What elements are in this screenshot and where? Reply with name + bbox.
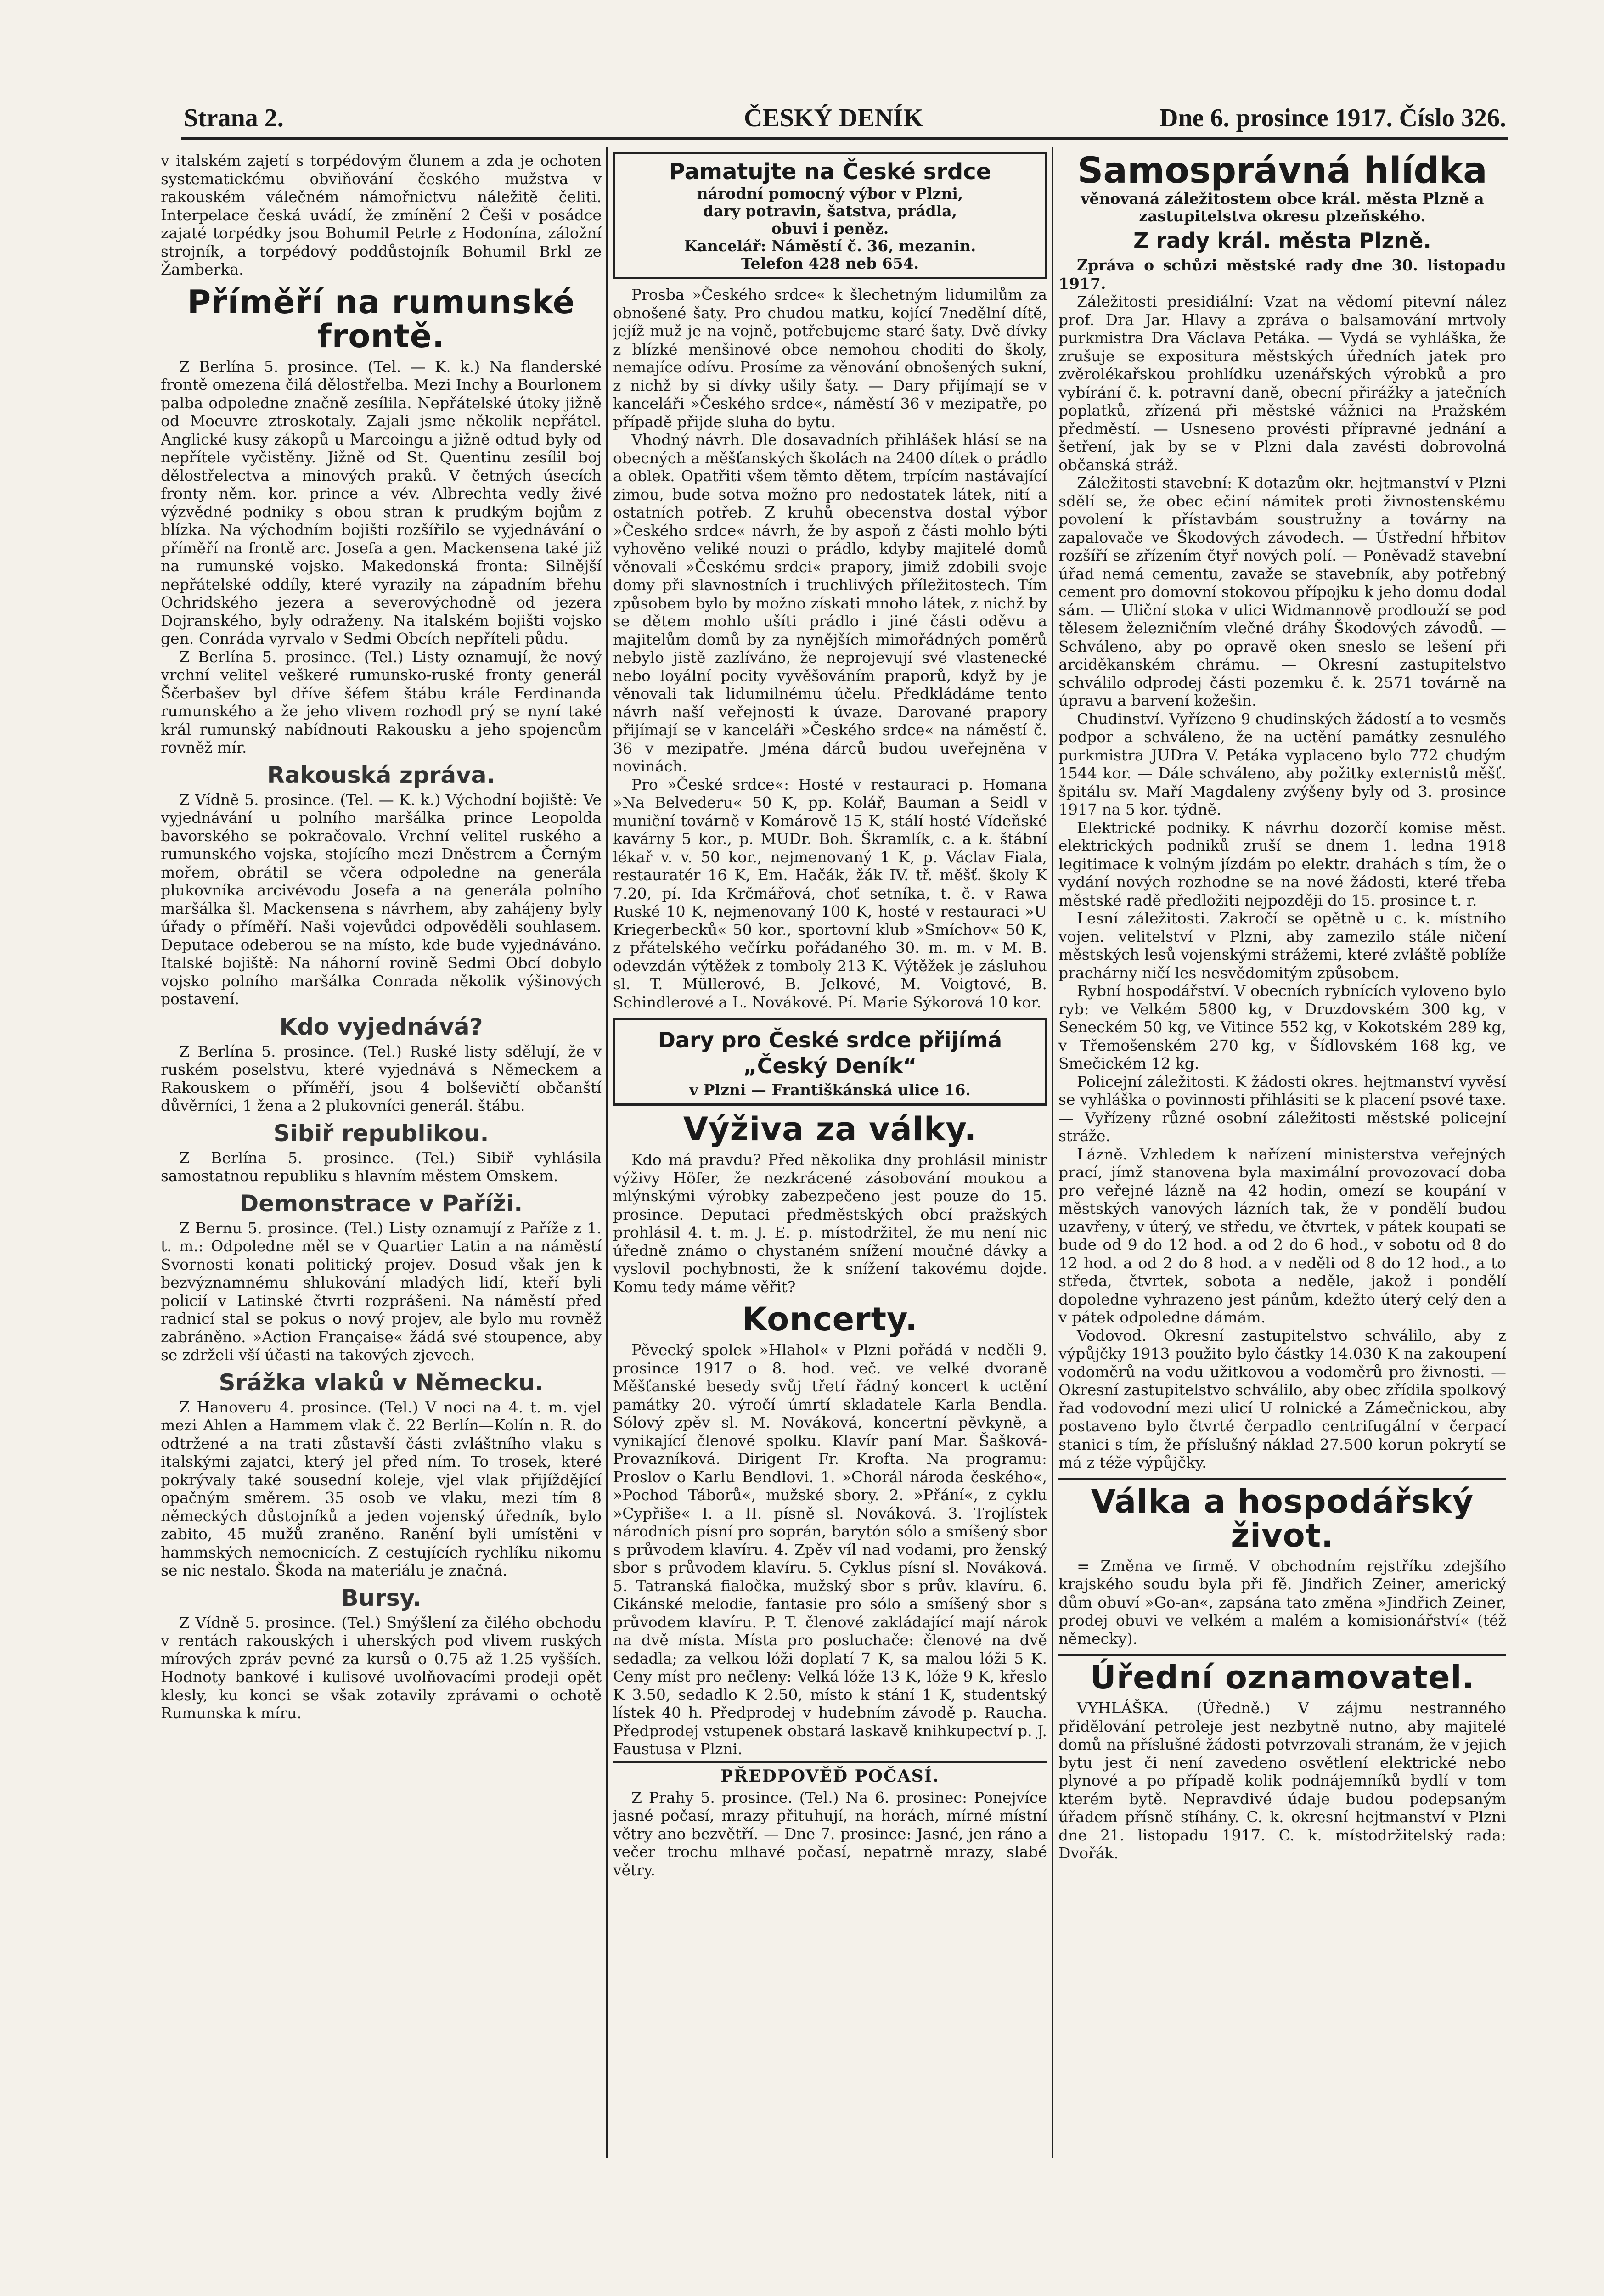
article-paragraph: = Změna ve firmě. V obchodním rejstříku zdejšího krajského soudu byla při fě. Jindřich Zeiner, americký dům obuví »Go-an«, zapsána tato změna »Jindřich Zeiner, prodej obuvi ve velkém a malém a komisionářství« (též německy). xyxy=(1058,1557,1506,1648)
article-paragraph: Policejní záležitosti. K žádosti okres. hejtmanství vyvěsí se vyhláška o povinnosti přihlásiti se k placení psové taxe. — Vyřízeny různé osobní záležitosti městské policejní stráže. xyxy=(1058,1072,1506,1145)
headline-war-economy: Válka a hospodářský život. xyxy=(1058,1478,1506,1553)
article-paragraph: Z Bernu 5. prosince. (Tel.) Listy oznamují z Paříže z 1. t. m.: Odpoledne měl se v Quartier Latin a na náměstí Svornosti konati politický projev. Dosud však jen k bezvýznamnému shlukování mladých lidí, kteří byli policií v Latinské čtvrti rozprášeni. Na náměstí před radnicí stal se pokus o nový projev, ale bylo mu rovněž zabráněno. »Action Française« žádá své stoupence, aby se zdrželi vší účasti na takových zjevech. xyxy=(161,1219,602,1364)
page-header xyxy=(184,103,1506,135)
column-2 xyxy=(613,152,1047,2209)
column-rule-1 xyxy=(606,147,608,2158)
article-paragraph: Pro »České srdce«: Hosté v restauraci p. Homana »Na Belvederu« 50 K, pp. Kolář, Bauman a Seidl v muniční továrně v Komárově 15 K, stálí hosté Vídeňské kavárny 5 kor., p. MUDr. Boh. Škramlík, c. a k. štábní lékař v. v. 50 kor., nejmenovaný 1 K, p. Václav Fiala, restauratér 16 K, Em. Hačák, žák IV. tř. měšť. školy K 7.20, pí. Ida Krčmářová, choť setníka, t. č. v Rawa Ruské 10 K, nejmenovaný 100 K, hosté v restauraci »U Kriegerbecků« 50 kor., sportovní klub »Smíchov« 50 K, z přátelského večírku pořádaného 30. m. m. v M. B. odevzdán výtěžek z tomboly 213 K. Výtěžek je zásluhou sl. T. Müllerové, B. Jelkové, M. Voigtové, B. Schindlerové a L. Novákové. Pí. Marie Sýkorová 10 kor. xyxy=(613,775,1047,1011)
article-paragraph: Vhodný návrh. Dle dosavadních přihlášek hlásí se na obecných a měšťanských školách na 2400 dítek o prádlo a oblek. Opatřiti všem těmto dětem, trpícím nastávající zimou, bude sotva možno pro nedostatek látek, nití a ostatních potřeb. Z kruhů obecenstva dostal výbor »Českého srdce« návrh, že by aspoň z části mohlo býti vyhověno veliké nouzi o prádlo, kdyby majitelé domů věnovali »Českému srdci« prapory, jimiž zdobili svoje domy při slavnostních i truchlivých příležitostech. Tím způsobem bylo by možno získati mnoho látek, z nichž by se dětem mohlo ušíti prádlo i jiné části oděvu a majitelům domů by za nynějších mimořádných poměrů nebylo jistě zazlíváno, že neprojevují své vlastenecké nebo loyální pocity vyvěšováním praporů, když by je věnovali tak lidumilnému účelu. Předkládáme tento návrh naší veřejnosti k úvaze. Darované prapory přijímají se v kanceláři »Českého srdce« na náměstí č. 36 v mezipatře. Jména dárců budou uveřejněna v novinách. xyxy=(613,431,1047,775)
article-paragraph: Z Vídně 5. prosince. (Tel. — K. k.) Východní bojiště: Ve vyjednávání u polního maršálka prince Leopolda bavorského se pokračovalo. Vrchní velitel ruského a rumunského vojska, stojícího mezi Dněstrem a Černým mořem, obrátil se včera odpoledne na generála plukovníka arcivévodu Josefa a na generála polního maršálka šl. Mackensena s návrhem, aby zahájeny byly úřady o příměří. Naši vojevůdci odpověděli souhlasem. Deputace odeberou se na místo, kde bude vyjednáváno. Italské bojiště: Na náhorní rovině Sedmi Obcí dobylo vojsko polního maršálka Conrada několik výšinových postavení. xyxy=(161,790,602,1008)
masthead-municipal: Samosprávná hlídka xyxy=(1077,152,1487,191)
headline-exchanges: Bursy. xyxy=(341,1584,422,1611)
article-paragraph: Záležitosti presidiální: Vzat na vědomí pitevní nález prof. Dra Jar. Hlavy a zpráva o balsamování mrtvoly purkmistra Dra Václava Petáka. — Vydá se vyhláška, že zrušuje se expositura městských úředních jatek pro zvěrolékařskou prohlídku uzenářských výrobků a pro vybírání č. k. potravní daně, obecní přirážky a jatečních poplatků, zřízená při městské vážnici na Pražském předměstí. — Usneseno provésti přípravné jednání a šetření, jak by se v Plzni dala zavésti dobrovolná občanská stráž. xyxy=(1058,293,1506,474)
article-paragraph: Kdo má pravdu? Před několika dny prohlásil ministr výživy Höfer, že nezkrácené zásobování moukou a mlýnskými výrobky zabezpečeno jest pouze do 15. prosince. Deputaci předměstských obcí pražských prohlásil 4. t. m. J. E. p. místodržitel, že mu není nic úředně známo o chystaném snížení moučné dávky a vyslovil pochybnosti, že k snížení takovému dojde. Komu tedy máme věřit? xyxy=(613,1151,1047,1296)
article-paragraph: Lesní záležitosti. Zakročí se opětně u c. k. místního vojen. velitelství v Plzni, aby zamezilo stále ničení městských lesů vojenskými strážemi, které zvláště poblíže prachárny ničí les nesvědomitým způsobem. xyxy=(1058,909,1506,982)
headline-concerts: Koncerty. xyxy=(742,1300,918,1338)
headline-paris: Demonstrace v Paříži. xyxy=(239,1190,523,1217)
headline-nutrition: Výživa za války. xyxy=(683,1110,977,1148)
headline-siberia: Sibiř republikou. xyxy=(273,1120,489,1147)
ad-box-dary xyxy=(613,1018,1047,1106)
article-paragraph: Záležitosti stavební: K dotazům okr. hejtmanství v Plzni sdělí se, že obec ečiní námitek proti živnostenskému povolení k přístavbám soustružny a továrny na zapalovače ve Škodových závodech. — Ústřední hřbitov rozšíří se zřízením čtyř nových polí. — Poněvadž stavební úřad nemá cementu, zavaže se stavebník, aby potřebný cement pro domovní stokovou přípojku k jeho domu dodal sám. — Uliční stoka v ulici Widmannově prodlouží se pod tělesem železničním vlečné dráhy Škodových závodů. — Schváleno, aby po opravě oken sneslo se lešení při arciděkanském chrámu. — Okresní zastupitelstvo schválilo odprodej části pozemku č. k. 2571 továrně na úpravu a barvení kožešin. xyxy=(1058,474,1506,709)
article-paragraph: Z Berlína 5. prosince. (Tel.) Ruské listy sdělují, že v ruském poselstvu, které vyjednává s Německem a Rakouskem o příměří, jsou 4 bolševičtí občanští důvěrníci, 1 žena a 2 plukovníci generál. štábu. xyxy=(161,1042,602,1114)
issue-date: Dne 6. prosince 1917. Číslo 326. xyxy=(1159,104,1506,132)
headline-official-notices: Úřední oznamovatel. xyxy=(1058,1654,1506,1694)
article-paragraph: Z Prahy 5. prosince. (Tel.) Na 6. prosinec: Ponejvíce jasné počasí, mrazy přituhují, na horách, mírné místní větry ano bezvětří. — Dne 7. prosince: Jasné, jen ráno a večer trochu mlhavé počasí, nepatrně mrazy, slabé větry. xyxy=(613,1788,1047,1879)
ad-line: obuvi i peněz. xyxy=(771,219,889,237)
article-paragraph: VYHLÁŠKA. (Úředně.) V zájmu nestranného přidělování petroleje jest nezbytně nutno, aby majitelé domů na příslušné žádosti potvrzovali stranám, že v jejich bytu jest či není zavedeno osvětlení elektrické nebo plynové a po případě kolik podnájemníků bydlí v tom kterém bytě. Nepravdivé údaje budou podepsaným úřadem přísně stíhány. C. k. okresní hejtmanství v Plzni dne 21. listopadu 1917. C. k. místodržitelský rada: Dvořák. xyxy=(1058,1699,1506,1862)
article-intro: v italském zajetí s torpédovým člunem a zda je ochoten systematickému obviňování českého mužstva v rakouském válečném námořnictvu náležitě čeliti. Interpelace česká uvádí, že zmínění 2 Češi v posádce zajaté torpédky jsou Bohumil Petrle z Hodonína, záložní strojník, a torpédový poddůstojník Bohumil Brkl ze Žamberka. xyxy=(161,152,602,278)
article-paragraph: Rybní hospodářství. V obecních rybnících vyloveno bylo ryb: ve Velkém 5800 kg, v Druzdovském 300 kg, v Seneckém 50 kg, ve Vitince 552 kg, v Kokotském 289 kg, v Třemošenském 270 kg, v Šídlovském 168 kg, ve Smečickém 12 kg. xyxy=(1058,982,1506,1072)
ad-line: Kancelář: Náměstí č. 36, mezanin. xyxy=(684,237,976,255)
ad-line: dary potravin, šatstva, prádla, xyxy=(703,202,957,220)
article-paragraph: Z Berlína 5. prosince. (Tel.) Sibiř vyhlásila samostatnou republiku s hlavním městem Omskem. xyxy=(161,1148,602,1185)
ad-title: Pamatujte na České srdce xyxy=(669,159,991,185)
column-1 xyxy=(161,152,602,2209)
masthead-subtitle: věnovaná záležitostem obce král. města Plzně a zastupitelstva okresu plzeňského. xyxy=(1081,190,1484,225)
headline-train-crash: Srážka vlaků v Německu. xyxy=(219,1369,544,1396)
article-paragraph: Z Hanoveru 4. prosince. (Tel.) V noci na 4. t. m. vjel mezi Ahlen a Hammem vlak č. 22 Berlín—Kolín n. R. do odtržené a na trati zůstavší části zvláštního vlaku s italskými zajatci, který jel před ním. To trosek, které pokrývaly také sousední koleje, vjel vlak přijíždějící opačným směrem. 35 osob ve vlaku, mezi tím 8 německých důstojníků a jeden vojenský úředník, bylo zabito, 45 mužů zraněno. Ranění byli umístěni v hammských nemocnicích. Z cestujících rychlíku nikomu se nic nestalo. Škoda na materiálu je značná. xyxy=(161,1398,602,1579)
column-rule-2 xyxy=(1052,147,1053,2158)
article-paragraph: Vodovod. Okresní zastupitelstvo schválilo, aby z výpůjčky 1913 použito bylo částky 14.030 K na zakoupení vodoměrů na vodu užitkovou a vodoměrů pro živnosti. — Okresní zastupitelstvo schválilo, aby obec zřídila spolkový řad vodovodní mezi ulicí U rolnické a Zámečnickou, aby postaveno bylo čtvrté čerpadlo centrifugální v čerpací stanici s tím, že příslušný náklad 27.500 korun pokrytí se má z téže výpůjčky. xyxy=(1058,1326,1506,1471)
article-paragraph: Chudinství. Vyřízeno 9 chudinských žádostí a to vesměs podpor a schváleno, že na uctění památky zesnulého purkmistra JUDra V. Petáka vyplaceno bylo 772 chudým 1544 kor. — Dále schváleno, aby požitky externistů měšť. špitálu sv. Maří Magdaleny zvýšeny byly od 3. prosince 1917 na 5 kor. týdně. xyxy=(1058,709,1506,818)
ad-line: Telefon 428 neb 654. xyxy=(741,254,919,272)
newspaper-title: ČESKÝ DENÍK xyxy=(744,104,923,132)
article-paragraph: Elektrické podniky. K návrhu dozorčí komise měst. elektrických podniků zruší se dnem 1. ledna 1918 legitimace k volným jízdám po elektr. drahách s tím, že o vydání nových rozhodne se na nové žádosti, které třeba městské radě předložiti nejpozději do 15. prosince t. r. xyxy=(1058,818,1506,909)
headline-who-negotiates: Kdo vyjednává? xyxy=(279,1013,483,1040)
headline-weather: PŘEDPOVĚĎ POČASÍ. xyxy=(613,1761,1047,1786)
column-3 xyxy=(1058,152,1506,2209)
article-paragraph: Z Berlína 5. prosince. (Tel. — K. k.) Na flanderské frontě omezena čilá dělostřelba. Mezi Inchy a Bourlonem palba odpoledne značně zesílila. Nepřátelské útoky jižně od Moeuvre ztroskotaly. Zajali jsme několik nepřátel. Anglické kusy zákopů u Marcoingu a jižně odtud byly od nepřítele vyčistěny. Jižně od St. Quentinu zesílil boj dělostřelectva a minových praků. V četných úsecích fronty něm. kor. prince a vév. Albrechta vedly živé výzvědné podniky s obou stran k prudkým bojům z blízka. Na východním bojišti rozšířilo se vyjednávání o příměří na frontě arc. Josefa a gen. Mackensena také již na rumunské vojsko. Makedonská fronta: Silnější nepřátelské oddíly, které vyrazily na západním břehu Ochridského jezera a severovýchodně od jezera Dojranského, byly odraženy. Na italském bojišti vojsko gen. Conráda vyrvalo v Sedmi Obcích nepříteli půdu. xyxy=(161,357,602,647)
headline-austrian-report: Rakouská zpráva. xyxy=(267,761,495,788)
ad-title: Dary pro České srdce přijímá „Český Deník“ xyxy=(658,1028,1002,1078)
article-paragraph: Lázně. Vzhledem k nařízení ministerstva veřejných prací, jímž stanovena byla maximální provozovací doba pro veřejné lázně na 42 hodin, omezí se koupání v městských vanových lázních tak, že v pondělí budou uzavřeny, v úterý, ve středu, ve čtvrtek, v pátek koupati se bude od 9 do 12 hod. a od 2 do 6 hod., v sobotu od 8 do 12 hod. a od 2 do 8 hod. a v neděli od 8 do 12 hod., a to středa, čtvrtek, sobota a neděle, jakož i pondělí dopoledne vyhrazeno jest pánům, kdežto úterý celý den a v pátek odpoledne dámám. xyxy=(1058,1145,1506,1326)
header-rule xyxy=(181,137,1508,140)
headline-city-council: Z rady král. města Plzně. xyxy=(1133,228,1431,253)
ad-line: v Plzni — Františkánská ulice 16. xyxy=(689,1081,971,1099)
headline-armistice: Příměří na rumunské frontě. xyxy=(187,283,575,355)
ad-box-ceske-srdce xyxy=(613,152,1047,279)
article-paragraph: Z Berlína 5. prosince. (Tel.) Listy oznamují, že nový vrchní velitel veškeré rumunsko-ruské fronty generál Ščerbašev byl dříve šéfem štábu krále Ferdinanda rumunského a že jeho vlivem rozhodl prý se nyní také král rumunský nabídnouti Rakousku a jeho spojencům rovněž mír. xyxy=(161,647,602,756)
article-paragraph: Prosba »Českého srdce« k šlechetným lidumilům za obnošené šaty. Pro chudou matku, kojící 7nedělní dítě, jejíž muž je na vojně, potřebujeme staré šaty. Dvě dívky z blízké menšinové obce nemohou choditi do školy, nemajíce odívu. Prosíme za věnování obnošených sukní, z nichž by si dívky ušily šaty. — Dary přijímají se v kanceláři »Českého srdce«, náměstí 36 v mezipatře, po případě přijde sluha do bytu. xyxy=(613,286,1047,431)
article-paragraph: Zpráva o schůzi městské rady dne 30. listopadu 1917. xyxy=(1058,256,1506,293)
page-number: Strana 2. xyxy=(184,104,284,132)
article-paragraph: Z Vídně 5. prosince. (Tel.) Smýšlení za čilého obchodu v rentách rakouských i uherských pod vlivem ruských mírových zpráv pevné za kursů o 0.75 až 1.25 vyšších. Hodnoty bankové i kulisové uvolňovacími prodeji opět klesly, ku konci se však zotavily zprávami o ochotě Rumunska k míru. xyxy=(161,1613,602,1722)
ad-line: národní pomocný výbor v Plzni, xyxy=(697,185,963,203)
article-paragraph: Pěvecký spolek »Hlahol« v Plzni pořádá v neděli 9. prosince 1917 o 8. hod. več. ve velké dvoraně Měšťanské besedy svůj třetí řádný koncert k uctění památky 20. výročí úmrtí skladatele Karla Bendla. Sólový zpěv sl. M. Nováková, koncertní pěvkyně, a vynikající členové spolku. Klavír paní Mar. Šašková-Provazníková. Dirigent Fr. Krofta. Na programu: Proslov o Karlu Bendlovi. 1. »Chorál národa českého«, »Pochod Táborů«, mužské sbory. 2. »Přání«, z cyklu »Cypřiše« I. a II. písně sl. Nováková. 3. Trojlístek národních písní pro soprán, barytón sólo a smíšený sbor s průvodem klavíru. 4. Zpěv víl nad vodami, pro ženský sbor s průvodem klavíru. 5. Cyklus písní sl. Nováková. 5. Tatranská fialočka, mužský sbor s prův. klavíru. 6. Cikánské melodie, fantasie pro sólo a smíšený sbor s průvodem klavíru. P. T. členové zakládající mají nárok na dvě místa. Místa pro posluchače: členové na dvě sedadla; za velkou lóži doplatí 7 K, sa malou lóži 5 K. Ceny míst pro nečleny: Velká lóže 13 K, lóže 9 K, křeslo K 3.50, sedadlo K 2.50, místo k stání 1 K, studentský lístek 40 h. Předprodej v hudebním závodě p. Raucha. Předprodej vstupenek obstará laskavě knihkupectví p. J. Faustusa v Plzni. xyxy=(613,1341,1047,1758)
